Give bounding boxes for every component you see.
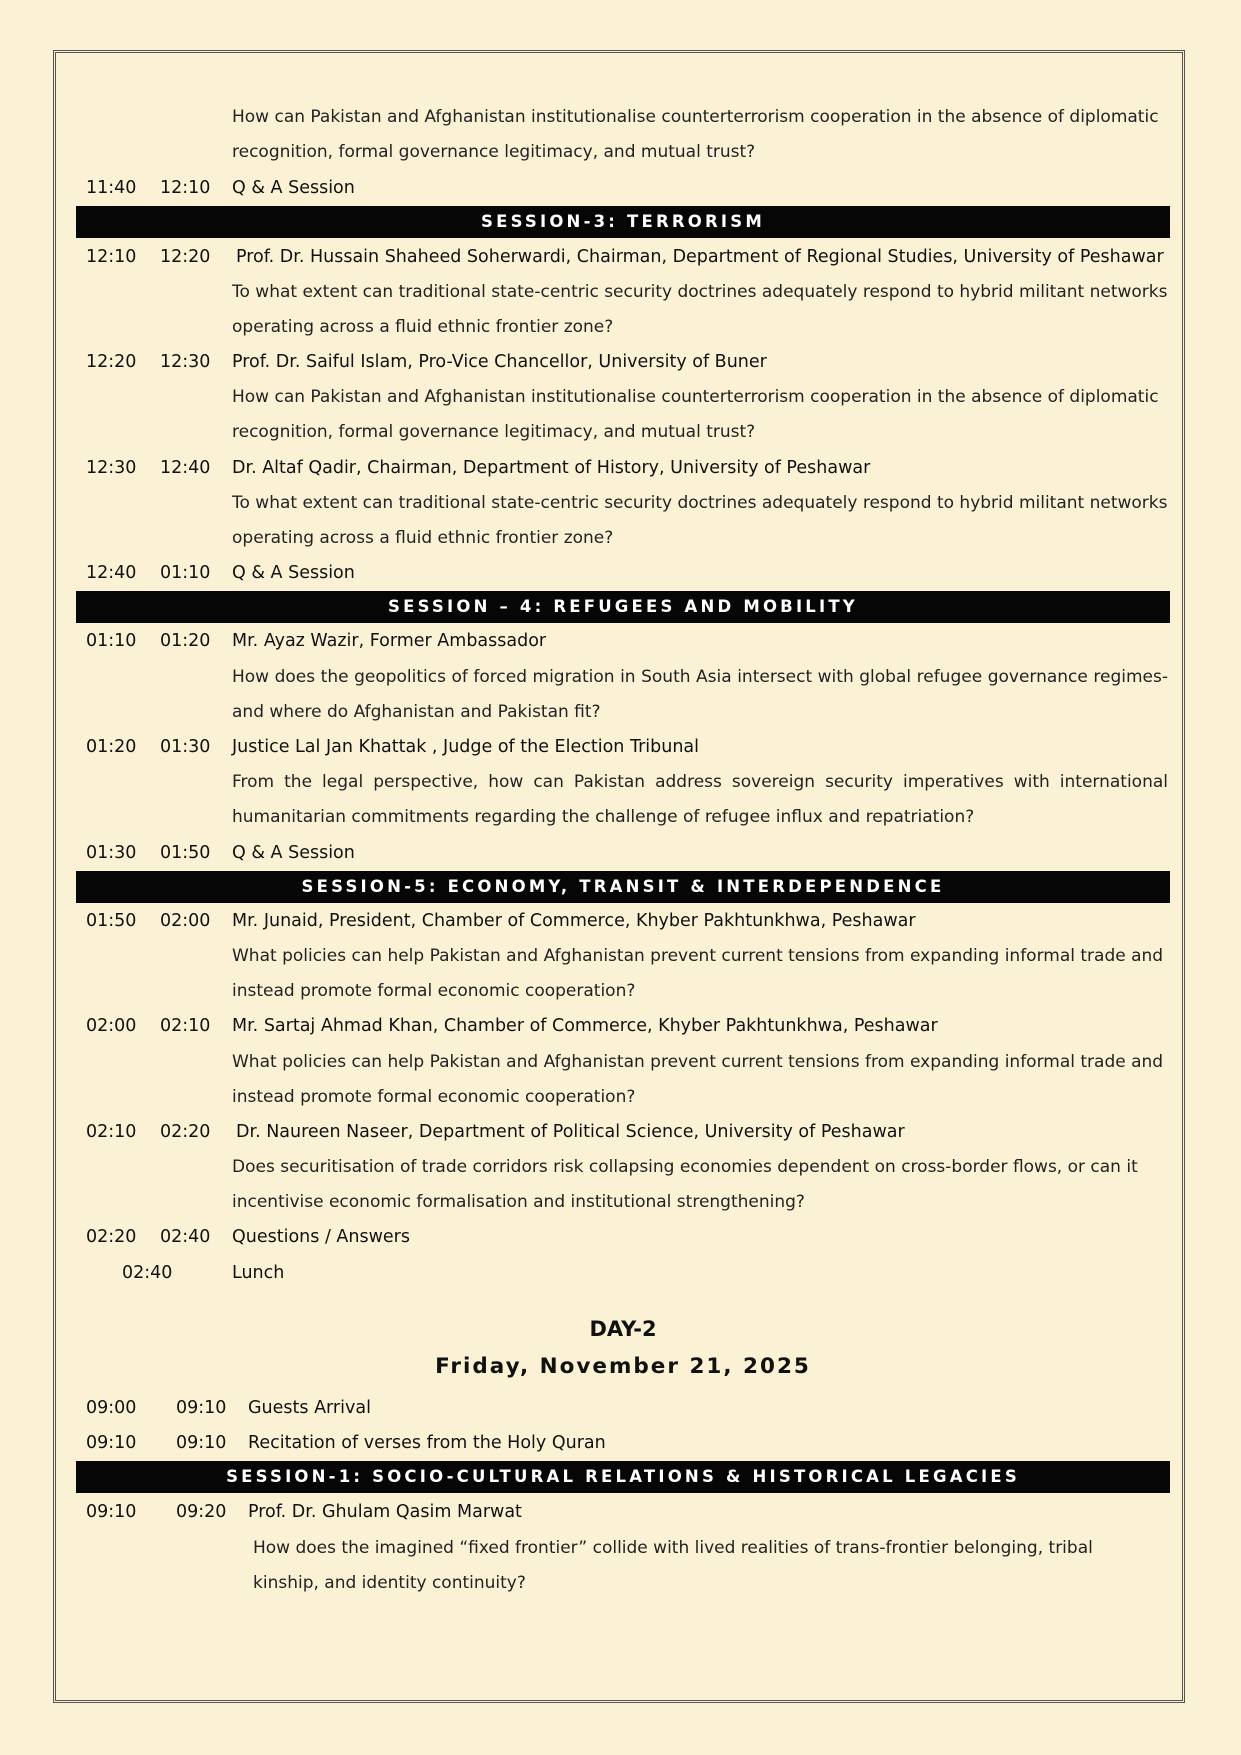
speaker-name: Dr. Altaf Qadir, Chairman, Department of History, University of Peshawar [232,458,871,478]
speaker-name: Mr. Junaid, President, Chamber of Commerce, Khyber Pakhtunkhwa, Peshawar [232,911,916,931]
start-time: 01:30 [86,843,137,863]
end-time: 09:10 [176,1433,227,1453]
end-time: 02:40 [160,1227,211,1247]
end-time: 12:30 [160,352,211,372]
end-time: 01:10 [160,563,211,583]
recitation-label: Recitation of verses from the Holy Quran [248,1433,606,1453]
discussion-question: To what extent can traditional state-centric security doctrines adequately respond to hybrid militant networks operating across a fluid ethnic frontier zone? [232,493,1168,548]
start-time: 02:00 [86,1016,137,1036]
start-time: 09:10 [86,1502,137,1522]
end-time: 01:50 [160,843,211,863]
end-time: 02:10 [160,1016,211,1036]
day-2-date: Friday, November 21, 2025 [435,1354,811,1379]
day-2-title: DAY-2 [589,1317,657,1341]
start-time: 11:40 [86,178,137,198]
start-time: 09:00 [86,1398,137,1418]
start-time: 01:50 [86,911,137,931]
end-time: 01:20 [160,631,211,651]
discussion-question: From the legal perspective, how can Pakistan address sovereign security imperatives with international humanitarian commitments regarding the challenge of refugee influx and repatriation? [232,772,1168,827]
speaker-name: Prof. Dr. Hussain Shaheed Soherwardi, Chairman, Department of Regional Studies, University of Peshawar [236,247,1164,267]
start-time: 12:10 [86,247,137,267]
lunch-time: 02:40 [122,1263,173,1283]
start-time: 02:20 [86,1227,137,1247]
discussion-question: What policies can help Pakistan and Afghanistan prevent current tensions from expanding informal trade and instead promote formal economic cooperation? [232,1052,1164,1107]
speaker-name: Justice Lal Jan Khattak , Judge of the Election Tribunal [232,737,699,757]
discussion-question: How does the imagined “fixed frontier” collide with lived realities of trans-frontier belonging, tribal kinship, and identity continuity? [253,1538,1093,1593]
speaker-name: Prof. Dr. Saiful Islam, Pro-Vice Chancellor, University of Buner [232,352,767,372]
speaker-name: Dr. Naureen Naseer, Department of Political Science, University of Peshawar [236,1122,905,1142]
start-time: 12:30 [86,458,137,478]
session-3-banner: SESSION-3: TERRORISM [76,206,1170,238]
speaker-name: Prof. Dr. Ghulam Qasim Marwat [248,1502,522,1522]
qa-session-label: Questions / Answers [232,1227,410,1247]
session-4-banner: SESSION – 4: REFUGEES AND MOBILITY [76,591,1170,623]
qa-session-label: Q & A Session [232,178,355,198]
qa-session-label: Q & A Session [232,563,355,583]
discussion-question: To what extent can traditional state-centric security doctrines adequately respond to hybrid militant networks operating across a fluid ethnic frontier zone? [232,282,1168,337]
end-time: 01:30 [160,737,211,757]
discussion-question: How does the geopolitics of forced migration in South Asia intersect with global refugee governance regimes-and where do Afghanistan and Pakistan fit? [232,667,1168,722]
start-time: 01:10 [86,631,137,651]
start-time: 12:40 [86,563,137,583]
end-time: 12:10 [160,178,211,198]
discussion-question: What policies can help Pakistan and Afghanistan prevent current tensions from expanding informal trade and instead promote formal economic cooperation? [232,946,1164,1001]
end-time: 09:10 [176,1398,227,1418]
guests-arrival-label: Guests Arrival [248,1398,371,1418]
start-time: 09:10 [86,1433,137,1453]
start-time: 12:20 [86,352,137,372]
end-time: 09:20 [176,1502,227,1522]
end-time: 12:20 [160,247,211,267]
discussion-question: How can Pakistan and Afghanistan institutionalise counterterrorism cooperation in the absence of diplomatic recognition, formal governance legitimacy, and mutual trust? [232,387,1159,442]
end-time: 12:40 [160,458,211,478]
start-time: 02:10 [86,1122,137,1142]
day-2-session-1-banner: SESSION-1: SOCIO-CULTURAL RELATIONS & HISTORICAL LEGACIES [76,1461,1170,1493]
session-5-banner: SESSION-5: ECONOMY, TRANSIT & INTERDEPENDENCE [76,871,1170,903]
discussion-question: How can Pakistan and Afghanistan institutionalise counterterrorism cooperation in the absence of diplomatic recognition, formal governance legitimacy, and mutual trust? [232,107,1159,162]
speaker-name: Mr. Ayaz Wazir, Former Ambassador [232,631,547,651]
lunch-label: Lunch [232,1263,285,1283]
end-time: 02:20 [160,1122,211,1142]
discussion-question: Does securitisation of trade corridors risk collapsing economies dependent on cross-border flows, or can it incentivise economic formalisation and institutional strengthening? [232,1157,1138,1212]
start-time: 01:20 [86,737,137,757]
qa-session-label: Q & A Session [232,843,355,863]
end-time: 02:00 [160,911,211,931]
speaker-name: Mr. Sartaj Ahmad Khan, Chamber of Commerce, Khyber Pakhtunkhwa, Peshawar [232,1016,938,1036]
